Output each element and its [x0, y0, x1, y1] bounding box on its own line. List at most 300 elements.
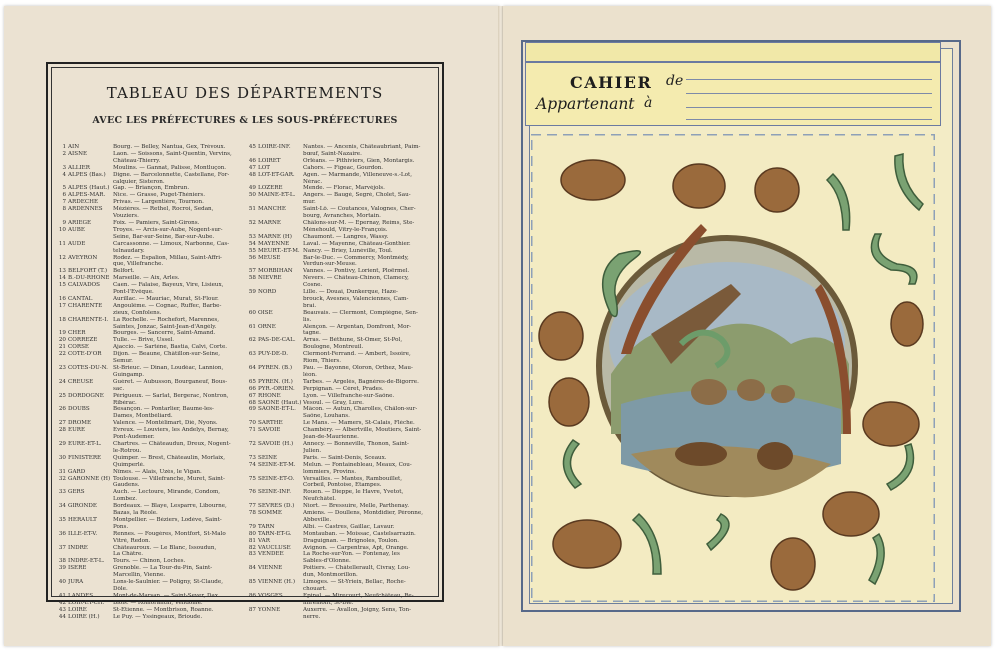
department-row: [58, 344, 243, 351]
department-row: [58, 379, 243, 386]
department-row: [58, 482, 243, 489]
department-row: [248, 462, 433, 469]
prefecture-list: Périgueux. — Sarlat, Bergerac, Nontron,: [113, 392, 229, 399]
department-name: LOIRET: [258, 157, 281, 164]
department-row: [248, 593, 433, 600]
department-name: [68, 386, 113, 393]
department-number: [248, 317, 258, 324]
department-row: [248, 517, 433, 524]
department-row: [248, 586, 433, 593]
prefecture-list: Tulle. — Brive, Ussel.: [113, 337, 175, 344]
department-row: [58, 220, 243, 227]
department-number: 69: [248, 406, 256, 413]
department-row: [58, 365, 243, 372]
prefecture-list: dun, Montmorillon.: [303, 572, 358, 579]
prefecture-list: Nérac.: [303, 178, 323, 185]
prefecture-list: Digne. — Barcelonnette, Castellane, For-: [113, 171, 230, 178]
department-name: [258, 600, 303, 607]
department-row: [248, 510, 433, 517]
prefecture-list: Pau. — Bayonne, Oloron, Orthez, Mau-: [303, 365, 413, 371]
department-row: [58, 234, 243, 241]
department-number: [58, 462, 68, 469]
department-number: [58, 400, 68, 407]
department-row: [58, 393, 243, 400]
department-number: 9: [62, 219, 66, 226]
prefecture-list: Boulogne, Montreuil.: [303, 344, 364, 351]
department-name: EURE: [68, 427, 86, 434]
departments-table: [46, 62, 444, 620]
prefecture-list: La Roche-sur-Yon. — Fontenay, les: [303, 551, 400, 558]
department-name: PAS-DE-CAL.: [258, 337, 296, 344]
prefecture-list: que, Villefranche.: [113, 261, 164, 268]
department-row: [248, 351, 433, 358]
department-number: 83: [248, 551, 256, 558]
department-name: OISE: [258, 309, 273, 316]
department-number: [248, 199, 258, 206]
department-row: [248, 248, 433, 255]
department-row: [58, 420, 243, 427]
prefecture-list: brouck, Avesnes, Valenciennes, Cam-: [303, 295, 409, 302]
department-row: [248, 551, 433, 558]
department-name: [68, 448, 113, 455]
departments-column-left: [58, 144, 243, 621]
department-row: [248, 572, 433, 579]
department-row: [58, 469, 243, 476]
department-name: ILLE-ET-V.: [68, 530, 98, 537]
department-name: [258, 586, 303, 593]
department-name: CALVADOS: [68, 282, 100, 289]
prefecture-list: Grenoble. — La Tour-du-Pin, Saint-: [113, 565, 213, 572]
department-number: [248, 282, 258, 289]
department-number: [248, 213, 258, 220]
prefecture-list: zieux, Confolens.: [113, 309, 162, 316]
department-number: 54: [248, 240, 256, 247]
prefecture-list: Beauvais. — Clermont, Compiègne, Sen-: [303, 309, 418, 316]
prefecture-list: Nantes. — Ancenis, Châteaubriant, Paim-: [303, 144, 421, 150]
department-number: 35: [58, 516, 66, 523]
department-name: [68, 358, 113, 365]
department-number: 48: [248, 171, 256, 178]
department-row: [248, 185, 433, 192]
department-name: ORNE: [258, 323, 276, 330]
prefecture-list: Angers. — Baugé, Segré, Cholet, Sau-: [303, 192, 411, 199]
department-row: [248, 434, 433, 441]
department-row: [248, 503, 433, 510]
department-name: GARD: [68, 468, 86, 475]
department-number: 85: [248, 579, 256, 586]
department-row: [248, 289, 433, 296]
prefecture-list: Montpellier. — Béziers, Lodève, Saint-: [113, 516, 222, 523]
department-row: [248, 172, 433, 179]
prefecture-list: Arras. — Béthune, St-Omer, St-Pol,: [303, 337, 403, 344]
department-name: [258, 372, 303, 379]
department-row: [58, 351, 243, 358]
prefecture-list: Châteauroux. — Le Blanc, Issoudun,: [113, 544, 217, 551]
department-row: [58, 289, 243, 296]
prefecture-list: Évreux. — Louviers, les Andelys, Bernay,: [113, 427, 229, 434]
department-row: [58, 427, 243, 434]
department-number: 34: [58, 503, 66, 510]
department-row: [58, 330, 243, 337]
cahier-label: CAHIER: [570, 73, 653, 92]
department-row: [58, 489, 243, 496]
department-number: 14: [58, 275, 66, 282]
department-number: 41: [58, 592, 66, 599]
department-row: [248, 448, 433, 455]
prefecture-list: Marcellin, Vienne.: [113, 572, 166, 579]
department-name: [68, 496, 113, 503]
prefecture-list: Besançon. — Pontarlier, Baume-les-: [113, 406, 214, 413]
beaver: [675, 442, 727, 466]
prefecture-list: Laval. — Mayenne, Château-Gonthier.: [303, 240, 411, 247]
prefecture-list: Mont-de-Marsan. — Saint-Sever, Dax.: [113, 592, 220, 599]
prefecture-list: Chaumont. — Langres, Wassy.: [303, 233, 389, 240]
beaver-head-icon: [823, 492, 879, 536]
department-row: [58, 310, 243, 317]
department-name: ALPES (Haut.): [68, 185, 110, 192]
prefecture-list: Limoges. — St-Yrieix, Bellac, Roche-: [303, 579, 406, 586]
prefecture-list: le-Rotrou.: [113, 447, 142, 454]
prefecture-list: bourg, Avranches, Mortain.: [303, 213, 381, 220]
department-row: [248, 358, 433, 365]
department-row: [58, 600, 243, 607]
prefecture-list: Ménehould, Vitry-le-François.: [303, 226, 388, 233]
department-name: [258, 448, 303, 455]
cover-illustration: [531, 134, 935, 602]
department-number: 63: [248, 351, 256, 358]
writing-line: [686, 79, 932, 80]
department-row: [58, 413, 243, 420]
department-name: [258, 434, 303, 441]
department-name: [258, 469, 303, 476]
prefecture-list: Poitiers. — Châtellerault, Civray, Lou-: [303, 565, 411, 572]
department-number: 64: [248, 365, 256, 371]
department-row: [248, 427, 433, 434]
department-name: [258, 413, 303, 420]
prefecture-list: Bar-le-Duc. — Commercy, Montmédy,: [303, 254, 409, 261]
department-name: CHARENTE: [68, 302, 103, 309]
prefecture-list: Orléans. — Pithiviers, Gien, Montargis.: [303, 157, 415, 164]
department-row: [248, 324, 433, 331]
department-name: SAVOIE (H.): [258, 440, 294, 447]
department-name: INDRE-ET-L.: [68, 558, 105, 565]
department-row: [58, 579, 243, 586]
department-number: 31: [58, 468, 66, 475]
prefecture-list: Ajaccio. — Sartène, Bastia, Calvi, Corte.: [113, 344, 228, 351]
department-row: [248, 165, 433, 172]
department-number: 32: [58, 475, 66, 482]
prefecture-list: St-Brieuc. — Dinan, Loudéac, Lannion,: [113, 365, 224, 371]
department-number: 67: [248, 392, 256, 399]
prefecture-list: nerre.: [303, 613, 321, 620]
prefecture-list: Saintes, Jonzac, Saint-Jean-d'Angély.: [113, 323, 217, 330]
beaver: [757, 442, 793, 470]
department-number: [248, 296, 258, 303]
department-row: [58, 565, 243, 572]
department-name: [68, 538, 113, 545]
department-number: [248, 586, 258, 593]
department-name: BELFORT (T.): [68, 268, 108, 275]
prefecture-list: Verdun-sur-Meuse.: [303, 261, 357, 268]
department-number: 6: [62, 192, 66, 199]
department-number: [248, 413, 258, 420]
department-name: SAÔNE (Haut.): [258, 399, 302, 406]
department-number: 17: [58, 302, 66, 309]
department-number: 50: [248, 192, 256, 199]
beaver-head-icon: [673, 164, 725, 208]
department-name: [258, 282, 303, 289]
department-number: [248, 227, 258, 234]
department-row: [248, 600, 433, 607]
department-row: [248, 213, 433, 220]
appartenant-label: Appartenant: [536, 95, 635, 113]
department-name: AIN: [68, 144, 80, 150]
department-name: CÔTE-D'OR: [68, 351, 102, 358]
prefecture-list: Privas. — Largentière, Tournon.: [113, 199, 204, 206]
department-row: [248, 455, 433, 462]
department-name: VIENNE: [258, 565, 283, 572]
prefecture-list: miremont, St-Dié.: [303, 599, 354, 606]
prefecture-list: calquier, Sisteron.: [113, 178, 165, 185]
department-name: PYR.-ORIEN.: [258, 385, 295, 392]
department-name: [258, 344, 303, 351]
department-row: [58, 324, 243, 331]
department-name: GARONNE (H): [68, 475, 111, 482]
prefecture-list: Vouziers.: [113, 213, 139, 220]
department-name: VAR: [258, 537, 270, 544]
department-number: 33: [58, 489, 66, 496]
department-row: [248, 275, 433, 282]
department-number: [248, 261, 258, 268]
prefecture-list: Pont-Audemer.: [113, 434, 155, 441]
department-name: VIENNE (H.): [258, 579, 296, 586]
department-name: YONNE: [258, 606, 281, 613]
prefecture-list: Foix. — Pamiers, Saint-Girons.: [113, 219, 200, 226]
department-row: [58, 199, 243, 206]
prefecture-list: Épinal. — Mirecourt, Neufchâteau, Re-: [303, 592, 414, 599]
department-row: [248, 206, 433, 213]
department-number: [58, 538, 68, 545]
beaver-head-icon: [561, 160, 625, 200]
department-name: ARDENNES: [68, 206, 103, 213]
department-row: [248, 579, 433, 586]
department-name: TARN-ET-G.: [258, 530, 292, 537]
department-number: 11: [58, 240, 66, 247]
department-name: SAVOIE: [258, 427, 281, 434]
department-number: [58, 510, 68, 517]
department-name: [258, 179, 303, 186]
department-name: NORD: [258, 289, 277, 296]
department-row: [58, 241, 243, 248]
prefecture-list: Riom, Thiers.: [303, 358, 341, 365]
department-row: [58, 517, 243, 524]
department-name: ALPES-MAR.: [68, 192, 106, 199]
prefecture-list: Nice. — Grasse, Puget-Théniers.: [113, 192, 206, 199]
prefecture-list: La Châtre.: [113, 551, 144, 558]
prefecture-list: Rodez. — Espalion, Millau, Saint-Affri-: [113, 254, 222, 261]
department-name: VENDÉE: [258, 551, 284, 558]
department-name: PYREN. (H.): [258, 378, 293, 385]
department-name: MAINE-ET-L.: [258, 192, 296, 199]
prefecture-list: Gaudens.: [113, 482, 140, 489]
department-number: [58, 448, 68, 455]
department-row: [248, 393, 433, 400]
department-name: LOIR-ET-CH.: [68, 599, 105, 606]
department-number: [248, 600, 258, 607]
department-number: [248, 517, 258, 524]
department-name: [68, 524, 113, 531]
department-row: [248, 192, 433, 199]
department-number: 2: [62, 150, 66, 157]
department-number: 65: [248, 378, 256, 385]
prefecture-list: Moulins. — Gannat, Palisse, Montluçon.: [113, 164, 227, 171]
department-row: [248, 496, 433, 503]
department-row: [248, 255, 433, 262]
department-name: [68, 261, 113, 268]
departments-column-right: [248, 144, 433, 621]
department-name: [258, 213, 303, 220]
prefecture-list: Saint-Lô. — Coutances, Valognes, Cher-: [303, 206, 416, 213]
department-row: [58, 510, 243, 517]
department-row: [248, 296, 433, 303]
department-number: 38: [58, 558, 66, 565]
department-name: DRÔME: [68, 420, 92, 427]
department-row: [58, 558, 243, 565]
department-row: [58, 172, 243, 179]
department-row: [58, 296, 243, 303]
prefecture-list: Perpignan. — Céret, Prades.: [303, 385, 384, 392]
department-row: [58, 372, 243, 379]
prefecture-list: Avignon. — Carpentras, Apt, Orange.: [303, 544, 409, 551]
prefecture-list: Château-Thierry.: [113, 157, 161, 164]
department-row: [58, 538, 243, 545]
department-number: 39: [58, 565, 66, 572]
de-label: de: [666, 73, 684, 89]
department-row: [58, 275, 243, 282]
department-number: 73: [248, 454, 256, 461]
department-number: [248, 558, 258, 565]
prefecture-list: Paris. — Saint-Denis, Sceaux.: [303, 454, 387, 461]
department-number: 5: [62, 185, 66, 192]
prefecture-list: Abbeville.: [303, 516, 332, 523]
department-row: [248, 344, 433, 351]
department-number: 37: [58, 544, 66, 551]
department-name: [258, 496, 303, 503]
department-row: [248, 545, 433, 552]
prefecture-list: La Rochelle. — Rochefort, Marennes,: [113, 316, 220, 323]
department-number: 23: [58, 365, 66, 371]
department-number: [58, 324, 68, 331]
department-name: GERS: [68, 489, 85, 496]
prefecture-list: Auch. — Lectoure, Mirande, Condom,: [113, 489, 221, 496]
department-name: CÔTES-DU-N.: [68, 365, 108, 371]
department-number: 27: [58, 420, 66, 427]
department-name: PYREN. (B.): [258, 365, 293, 371]
department-number: [58, 386, 68, 393]
department-number: 19: [58, 330, 66, 337]
department-name: [258, 482, 303, 489]
prefecture-list: Cosne.: [303, 282, 323, 289]
prefecture-list: Mâcon. — Autun, Charolles, Châlon-sur-: [303, 406, 418, 413]
department-name: [68, 400, 113, 407]
department-row: [58, 337, 243, 344]
department-name: CREUSE: [68, 378, 94, 385]
table-subtitle: AVEC LES PRÉFECTURES & LES SOUS-PRÉFECTURES: [92, 115, 398, 126]
department-name: SOMME: [258, 510, 282, 517]
department-row: [58, 607, 243, 614]
prefecture-list: bœuf, Saint-Nazaire.: [303, 150, 362, 157]
department-name: MAYENNE: [258, 240, 290, 247]
writing-line: [686, 107, 932, 108]
department-row: [248, 303, 433, 310]
department-name: SÈVRES (D.): [258, 503, 295, 510]
prefecture-list: lommiers, Provins.: [303, 468, 356, 475]
department-number: 70: [248, 420, 256, 427]
lodge: [691, 379, 727, 405]
beaver-head-icon: [549, 378, 589, 426]
beaver-head-icon: [771, 538, 815, 590]
department-name: [68, 324, 113, 331]
department-number: 74: [248, 461, 256, 468]
department-row: [248, 420, 433, 427]
department-number: 59: [248, 289, 256, 296]
prefecture-list: Bazas, la Réole.: [113, 510, 158, 517]
department-name: SAÔNE-ET-L.: [258, 406, 296, 413]
department-number: [58, 524, 68, 531]
prefecture-list: Lons-le-Saulnier. — Poligny, St-Claude,: [113, 579, 223, 586]
department-number: 15: [58, 282, 66, 289]
department-row: [248, 220, 433, 227]
department-name: [258, 296, 303, 303]
prefecture-list: Saône, Louhans.: [303, 413, 350, 420]
department-number: [58, 482, 68, 489]
prefecture-list: mur.: [303, 199, 316, 206]
department-name: [258, 151, 303, 158]
lodge: [737, 379, 765, 401]
a-label: à: [644, 95, 653, 111]
prefecture-list: chouart.: [303, 586, 327, 592]
prefecture-list: Nîmes. — Alais, Uzès, le Vigan.: [113, 468, 202, 475]
prefecture-list: Sables-d'Olonne.: [303, 558, 351, 565]
department-row: [248, 614, 433, 621]
department-name: [258, 303, 303, 310]
department-row: [58, 144, 243, 151]
department-name: ALLIER: [68, 164, 90, 171]
right-page: [503, 6, 991, 646]
department-number: 49: [248, 185, 256, 192]
prefecture-list: Toulouse. — Villefranche, Muret, Saint-: [113, 475, 225, 482]
prefecture-list: Quimperlé.: [113, 461, 145, 468]
department-number: 78: [248, 510, 256, 517]
department-number: [58, 358, 68, 365]
department-row: [58, 268, 243, 275]
department-row: [248, 310, 433, 317]
department-row: [248, 282, 433, 289]
prefecture-list: sac.: [113, 385, 125, 392]
department-row: [58, 303, 243, 310]
prefecture-list: Jean-de-Maurienne.: [303, 434, 359, 441]
department-number: 24: [58, 378, 66, 385]
department-row: [58, 227, 243, 234]
department-name: [258, 330, 303, 337]
department-number: 28: [58, 427, 66, 434]
department-number: [58, 434, 68, 441]
beaver-head-icon: [863, 402, 919, 446]
department-row: [248, 227, 433, 234]
department-row: [58, 165, 243, 172]
department-number: [58, 372, 68, 379]
prefecture-list: Vitré, Redon.: [113, 537, 151, 544]
